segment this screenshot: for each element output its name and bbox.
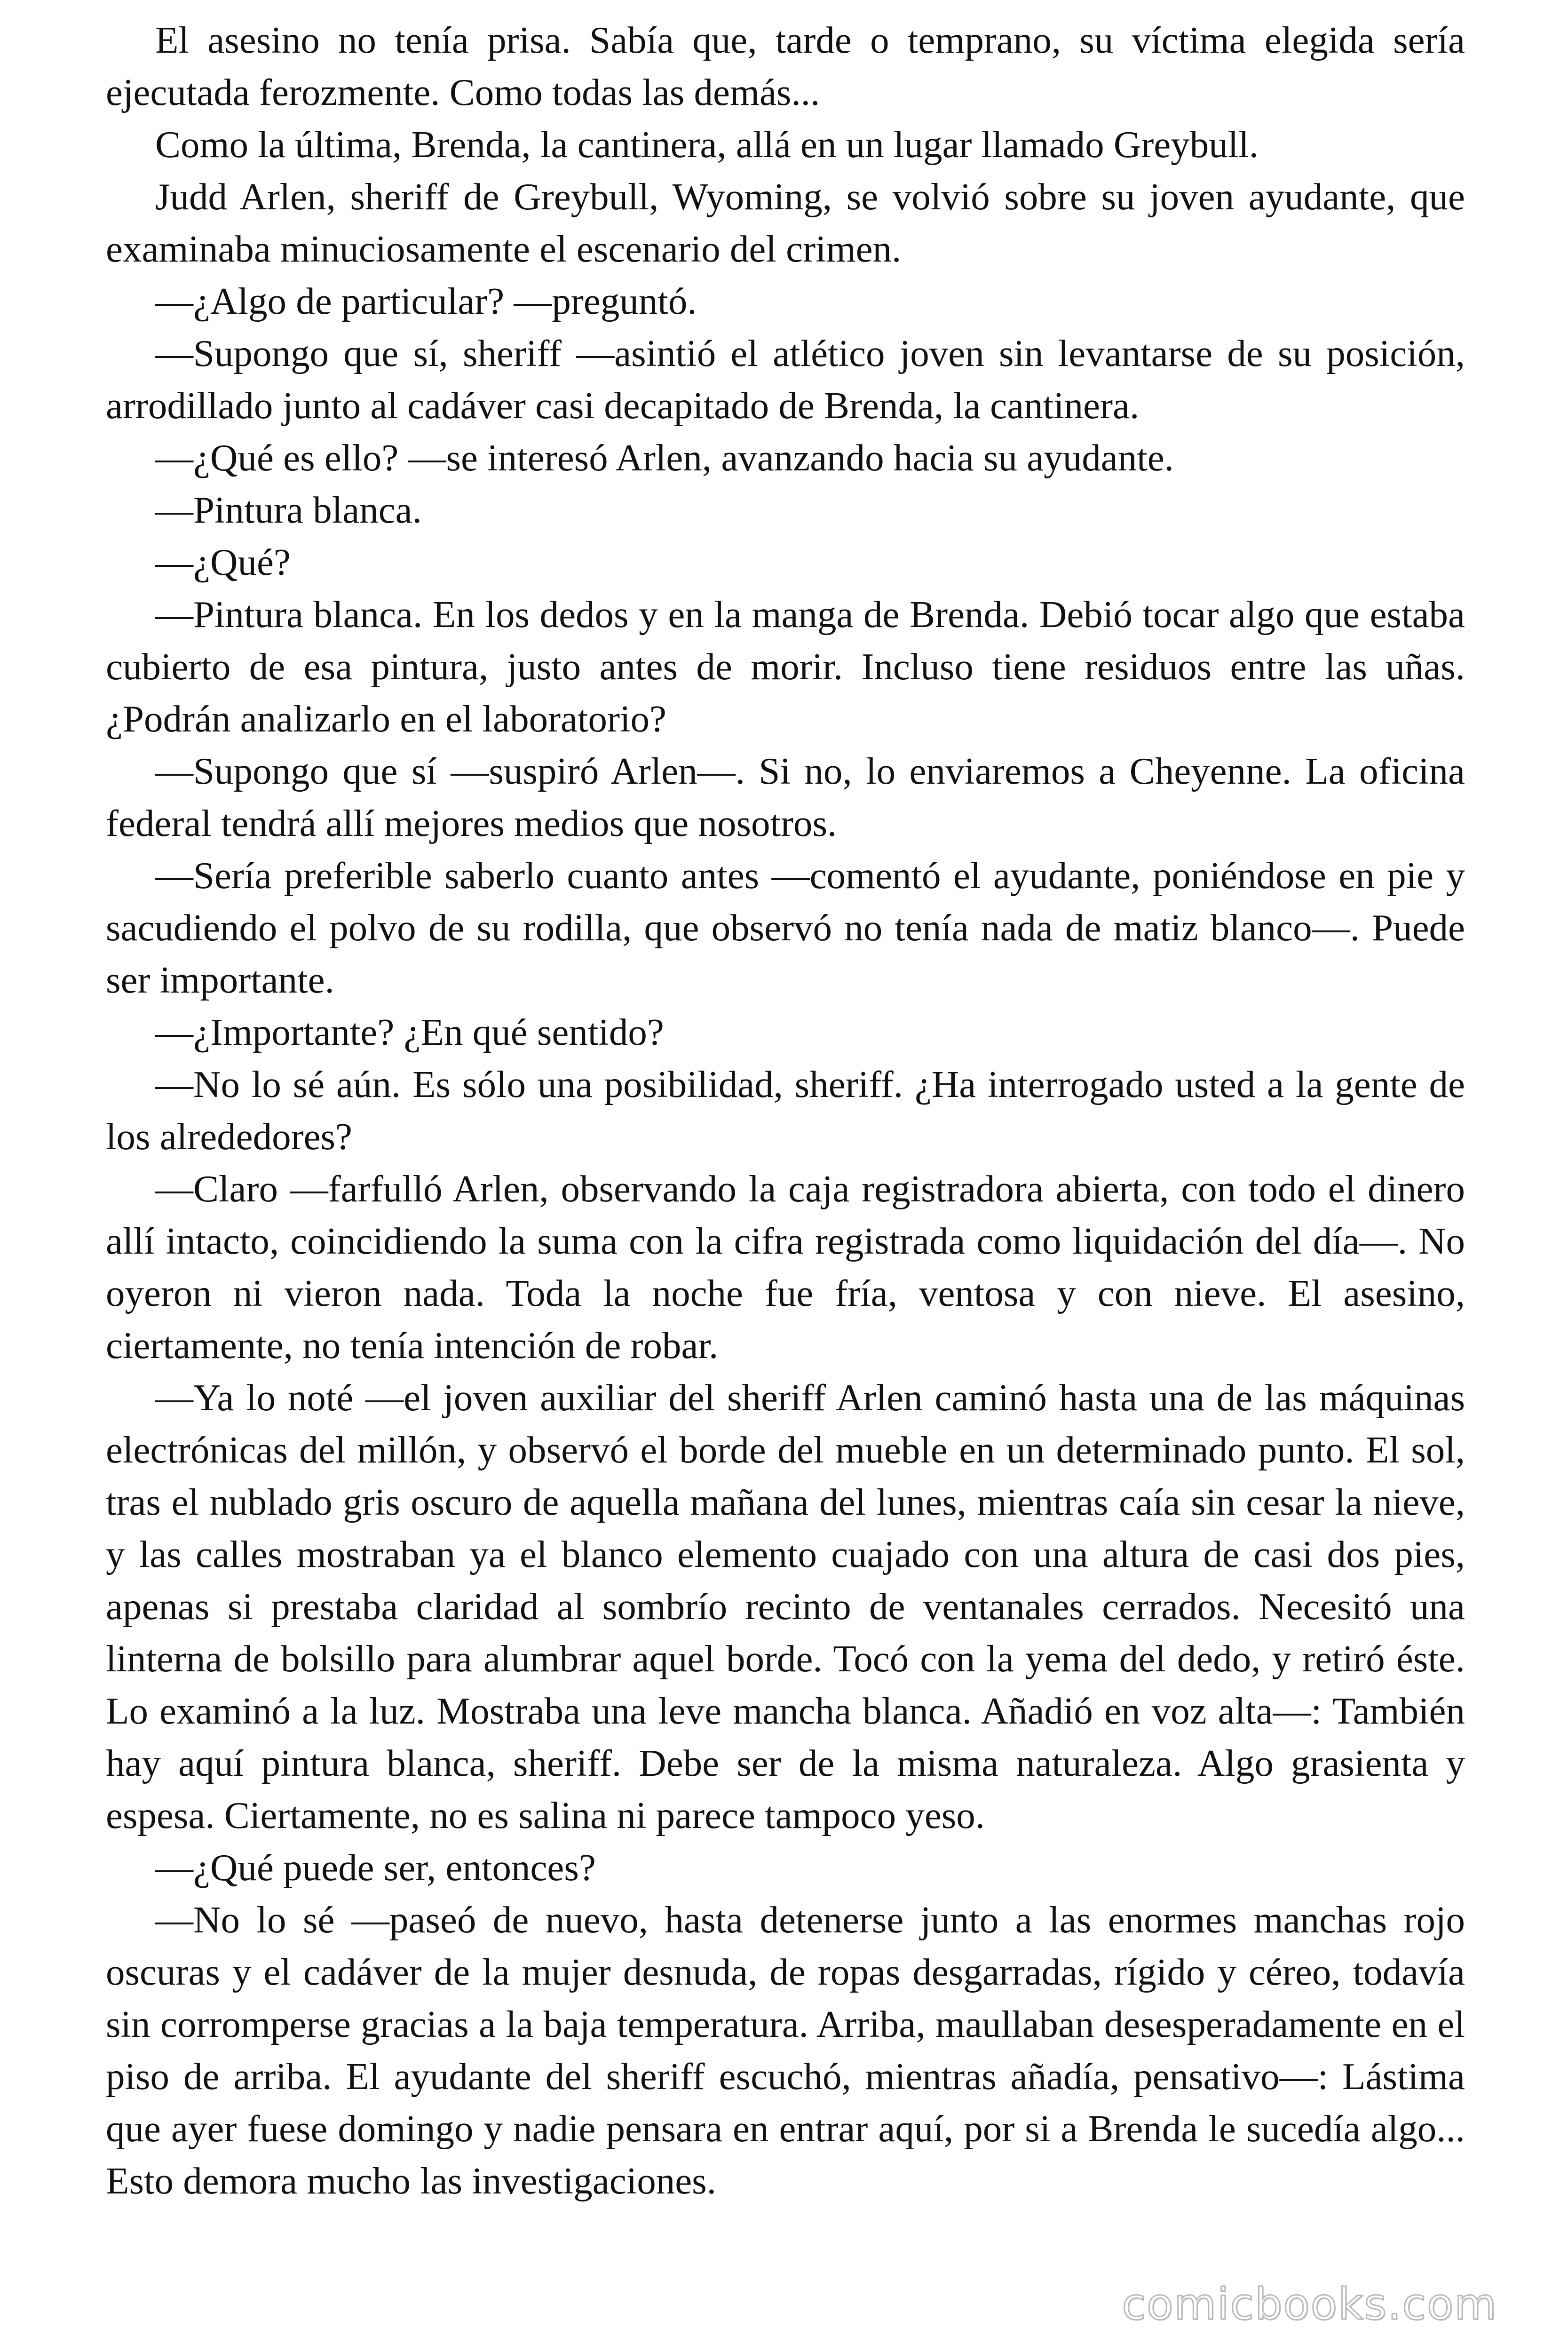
paragraph: —Supongo que sí —suspiró Arlen—. Si no, lo enviaremos a Cheyenne. La oficina federal tendrá allí mejores medios que nosotros. (106, 750, 1465, 844)
paragraph: El asesino no tenía prisa. Sabía que, tarde o temprano, su víctima elegida sería ejecutada ferozmente. Como todas las demás... (106, 19, 1465, 113)
paragraph: —Claro —farfulló Arlen, observando la caja registradora abierta, con todo el dinero allí intacto, coincidiendo la suma con la cifra registrada como liquidación del día—. No oyeron ni vieron nada. Toda la noche fue fría, ventosa y con nieve. El asesino, ciertamente, no tenía intención de robar. (106, 1168, 1465, 1367)
paragraph: —¿Importante? ¿En qué sentido? (155, 1011, 664, 1053)
paragraph: —¿Algo de particular? —preguntó. (155, 280, 697, 322)
paragraph: —No lo sé —paseó de nuevo, hasta detenerse junto a las enormes manchas rojo oscuras y el cadáver de la mujer desnuda, de ropas desgarradas, rígido y céreo, todavía sin corromperse gracias a la baja temperatura. Arriba, maullaban desesperadamente en el piso de arriba. El ayudante del sheriff escuchó, mientras añadía, pensativo—: Lástima que ayer fuese domingo y nadie pensara en entrar aquí, por si a Brenda le sucedía algo... Esto demora mucho las investigaciones. (106, 1899, 1465, 2202)
paragraph: —Pintura blanca. (155, 489, 422, 531)
paragraph: —Sería preferible saberlo cuanto antes —comentó el ayudante, poniéndose en pie y sacudiendo el polvo de su rodilla, que observó no tenía nada de matiz blanco—. Puede ser importante. (106, 854, 1465, 1001)
paragraph: —Supongo que sí, sheriff —asintió el atlético joven sin levantarse de su posición, arrodillado junto al cadáver casi decapitado de Brenda, la cantinera. (106, 332, 1465, 427)
paragraph: —Pintura blanca. En los dedos y en la manga de Brenda. Debió tocar algo que estaba cubierto de esa pintura, justo antes de morir. Incluso tiene residuos entre las uñas. ¿Podrán analizarlo en el laboratorio? (106, 593, 1465, 740)
paragraph: —No lo sé aún. Es sólo una posibilidad, sheriff. ¿Ha interrogado usted a la gente de los alrededores? (106, 1063, 1465, 1158)
paragraph: —Ya lo noté —el joven auxiliar del sheriff Arlen caminó hasta una de las máquinas electrónicas del millón, y observó el borde del mueble en un determinado punto. El sol, tras el nublado gris oscuro de aquella mañana del lunes, mientras caía sin cesar la nieve, y las calles mostraban ya el blanco elemento cuajado con una altura de casi dos pies, apenas si prestaba claridad al sombrío recinto de ventanales cerrados. Necesitó una linterna de bolsillo para alumbrar aquel borde. Tocó con la yema del dedo, y retiró éste. Lo examinó a la luz. Mostraba una leve mancha blanca. Añadió en voz alta—: También hay aquí pintura blanca, sheriff. Debe ser de la misma naturaleza. Algo grasienta y espesa. Ciertamente, no es salina ni parece tampoco yeso. (106, 1376, 1465, 1836)
paragraph: —¿Qué es ello? —se interesó Arlen, avanzando hacia su ayudante. (155, 437, 1174, 479)
paragraph: —¿Qué puede ser, entonces? (155, 1846, 596, 1889)
page-body (106, 14, 1465, 2207)
paragraph: Judd Arlen, sheriff de Greybull, Wyoming, se volvió sobre su joven ayudante, que examinaba minuciosamente el escenario del crimen. (106, 175, 1465, 270)
paragraph: —¿Qué? (155, 541, 291, 583)
paragraph: Como la última, Brenda, la cantinera, allá en un lugar llamado Greybull. (155, 123, 1259, 166)
watermark: comicbooks.com (1122, 2279, 1497, 2329)
